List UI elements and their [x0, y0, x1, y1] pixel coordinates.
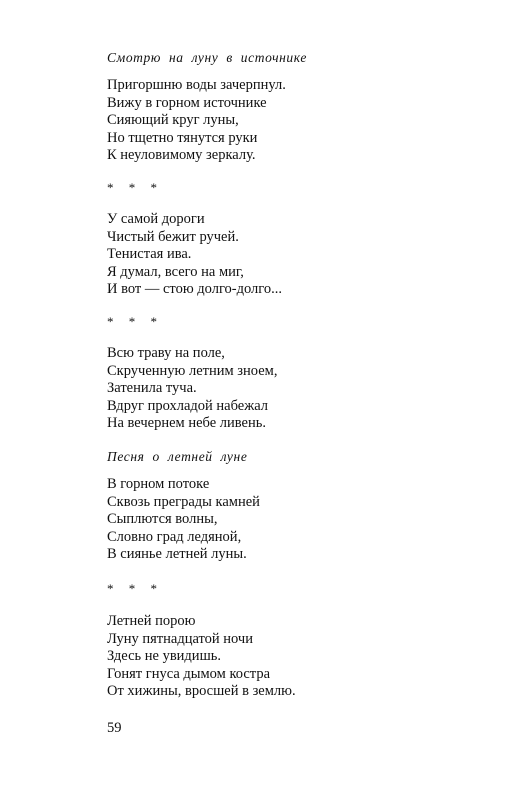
poem-line: Вижу в горном источнике — [107, 94, 267, 111]
poem-line: Вдруг прохладой набежал — [107, 397, 269, 414]
poem-line: Сыплются волны, — [107, 511, 218, 528]
poem-stanza — [107, 476, 260, 564]
poem-line: Но тщетно тянутся руки — [107, 129, 258, 146]
poem-stanza — [107, 77, 286, 165]
poem-line: На вечернем небе ливень. — [107, 415, 266, 432]
poem-line: Гонят гнуса дымом костра — [107, 665, 271, 682]
stanza-separator: * * * — [107, 581, 163, 596]
poem-line: Летней порою — [107, 613, 196, 629]
poem-stanza — [107, 613, 296, 701]
poem-title: Песня о летней луне — [107, 449, 248, 464]
poem-line: В горном потоке — [107, 476, 210, 492]
poem-line: Я думал, всего на миг, — [107, 263, 244, 280]
poem-line: От хижины, вросшей в землю. — [107, 683, 296, 700]
poem-line: В сиянье летней луны. — [107, 546, 247, 563]
book-page — [107, 0, 487, 800]
poem-stanza — [107, 211, 282, 299]
stanza-separator: * * * — [107, 314, 163, 329]
poem-line: Всю траву на поле, — [107, 345, 225, 361]
poem-stanza — [107, 345, 277, 433]
poem-line: Пригоршню воды зачерпнул. — [107, 77, 286, 93]
stanza-separator: * * * — [107, 180, 163, 195]
poem-line: Чистый бежит ручей. — [107, 228, 239, 245]
poem-line: Здесь не увидишь. — [107, 648, 221, 665]
poem-title: Смотрю на луну в источнике — [107, 50, 307, 65]
poem-line: Затенила туча. — [107, 380, 197, 397]
poem-line: Сквозь преграды камней — [107, 493, 260, 510]
page-number: 59 — [107, 720, 122, 736]
poem-line: Тенистая ива. — [107, 246, 192, 263]
poem-line: И вот — стою долго-долго... — [107, 281, 282, 298]
poem-line: Луну пятнадцатой ночи — [107, 630, 253, 647]
poem-line: Сияющий круг луны, — [107, 112, 239, 129]
poem-line: Словно град ледяной, — [107, 528, 242, 545]
poem-line: У самой дороги — [107, 211, 205, 227]
poem-line: К неуловимому зеркалу. — [107, 147, 256, 164]
poem-line: Скрученную летним зноем, — [107, 362, 278, 379]
